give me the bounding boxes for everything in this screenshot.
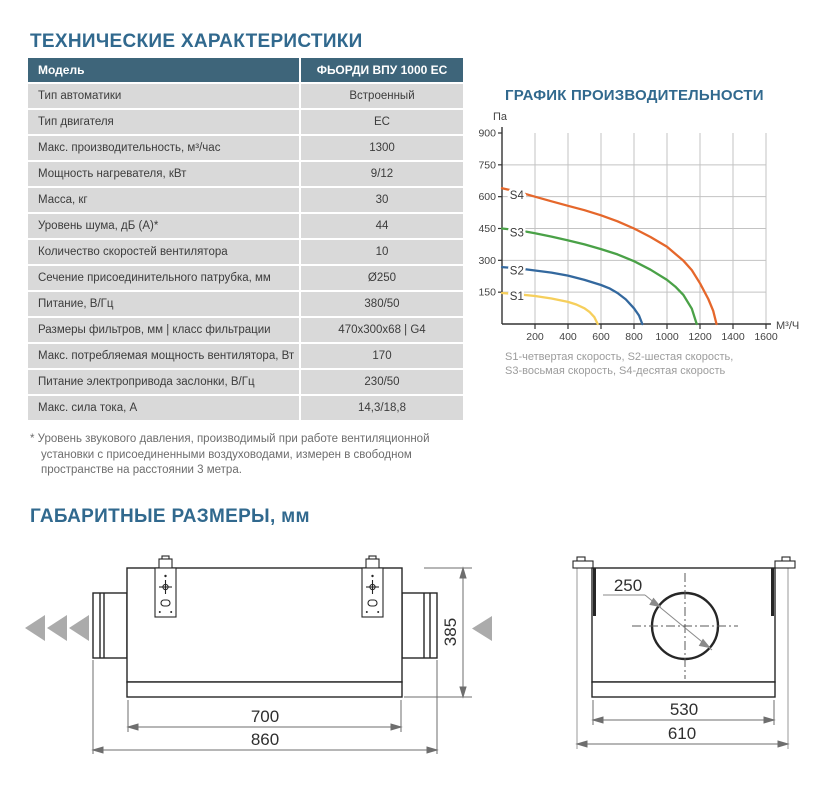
curve-label-S1: S1 (509, 290, 524, 303)
x-tick-label: 800 (625, 331, 643, 343)
dimensions-title: ГАБАРИТНЫЕ РАЗМЕРЫ, мм (30, 506, 310, 527)
spec-header-value: ФЬОРДИ ВПУ 1000 ЕС (301, 58, 463, 82)
table-row (28, 266, 463, 290)
table-row (28, 162, 463, 186)
y-tick-label: 750 (478, 159, 496, 172)
spec-value: 10 (301, 240, 463, 264)
x-tick-label: 1400 (721, 331, 745, 343)
spec-param: Тип автоматики (28, 84, 299, 108)
table-row (28, 370, 463, 394)
spec-header-param: Модель (28, 58, 299, 82)
chart-caption (505, 350, 733, 379)
x-tick-label: 1000 (655, 331, 679, 343)
right-duct-spigot (402, 593, 437, 658)
table-row (28, 344, 463, 368)
chart-title: ГРАФИК ПРОИЗВОДИТЕЛЬНОСТИ (505, 87, 764, 104)
sound-level-footnote: * Уровень звукового давления, производимый при работе вентиляционной установки с присоединенными воздуховодами, измерен в свободном пространстве на расстоянии 3 метра. (30, 433, 430, 477)
spec-param: Макс. производительность, м³/час (28, 136, 299, 160)
spec-value: Ø250 (301, 266, 463, 290)
y-tick-label: 150 (478, 286, 496, 299)
y-axis-unit: Па (493, 111, 508, 123)
spec-value: 470x300x68 | G4 (301, 318, 463, 342)
x-tick-label: 200 (526, 331, 544, 343)
dim-700-label: 700 (250, 707, 280, 726)
table-row (28, 240, 463, 264)
dim-860-label: 860 (250, 730, 280, 749)
curve-label-S3: S3 (509, 227, 524, 240)
spec-param: Количество скоростей вентилятора (28, 240, 299, 264)
x-tick-label: 600 (592, 331, 610, 343)
dim-250-label: 250 (613, 576, 643, 595)
spec-value: 380/50 (301, 292, 463, 316)
left-duct-spigot (93, 593, 127, 658)
chart-caption-line1: S1-четвертая скорость, S2-шестая скорость, (505, 351, 734, 363)
spec-value: 44 (301, 214, 463, 238)
chart-caption-line2: S3-восьмая скорость, S4-десятая скорость (505, 365, 726, 378)
table-row (28, 84, 463, 108)
x-tick-label: 400 (559, 331, 577, 343)
mounting-bracket (155, 556, 176, 617)
unit-flange-side (127, 682, 402, 697)
table-row (28, 136, 463, 160)
spec-param: Размеры фильтров, мм | класс фильтрации (28, 318, 299, 342)
unit-flange-end (592, 682, 775, 697)
table-row (28, 396, 463, 420)
spec-value: 30 (301, 188, 463, 212)
x-tick-label: 1200 (688, 331, 712, 343)
spec-value: Встроенный (301, 84, 463, 108)
spec-value: 230/50 (301, 370, 463, 394)
y-tick-label: 900 (478, 127, 496, 140)
spec-param: Макс. потребляемая мощность вентилятора, Вт (28, 344, 299, 368)
dim-385-label: 385 (441, 617, 460, 647)
table-row (28, 214, 463, 238)
dim-530-label: 530 (669, 700, 699, 719)
y-tick-label: 300 (478, 254, 496, 267)
spec-value: 9/12 (301, 162, 463, 186)
spec-param: Сечение присоединительного патрубка, мм (28, 266, 299, 290)
spec-param: Масса, кг (28, 188, 299, 212)
curve-S4 (502, 188, 717, 324)
spec-param: Питание, В/Гц (28, 292, 299, 316)
spec-param: Питание электропривода заслонки, В/Гц (28, 370, 299, 394)
dim-610-label: 610 (667, 724, 697, 743)
curve-label-S4: S4 (509, 190, 524, 203)
spec-value: 170 (301, 344, 463, 368)
spec-value: 14,3/18,8 (301, 396, 463, 420)
spec-table-rows (28, 84, 463, 420)
spec-param: Мощность нагревателя, кВт (28, 162, 299, 186)
x-tick-label: 1600 (754, 331, 778, 343)
spec-value: 1300 (301, 136, 463, 160)
y-tick-label: 450 (478, 223, 496, 235)
x-axis-unit: М³/Ч (776, 320, 800, 332)
mounting-tab (573, 557, 795, 568)
spec-param: Тип двигателя (28, 110, 299, 134)
table-row (28, 110, 463, 134)
table-row (28, 318, 463, 342)
mounting-bracket (362, 556, 383, 617)
table-row (28, 188, 463, 212)
table-row (28, 292, 463, 316)
spec-table-header-row (28, 58, 463, 82)
side-view (25, 556, 492, 754)
spec-param: Макс. сила тока, А (28, 396, 299, 420)
page-title: ТЕХНИЧЕСКИЕ ХАРАКТЕРИСТИКИ (30, 31, 363, 52)
curve-label-S2: S2 (509, 265, 524, 278)
spec-value: ЕС (301, 110, 463, 134)
spec-table (28, 58, 463, 422)
end-view (573, 557, 795, 749)
spec-param: Уровень шума, дБ (А)* (28, 214, 299, 238)
dimensions-drawing (20, 545, 810, 785)
y-tick-label: 600 (478, 191, 496, 204)
performance-chart (478, 108, 818, 346)
